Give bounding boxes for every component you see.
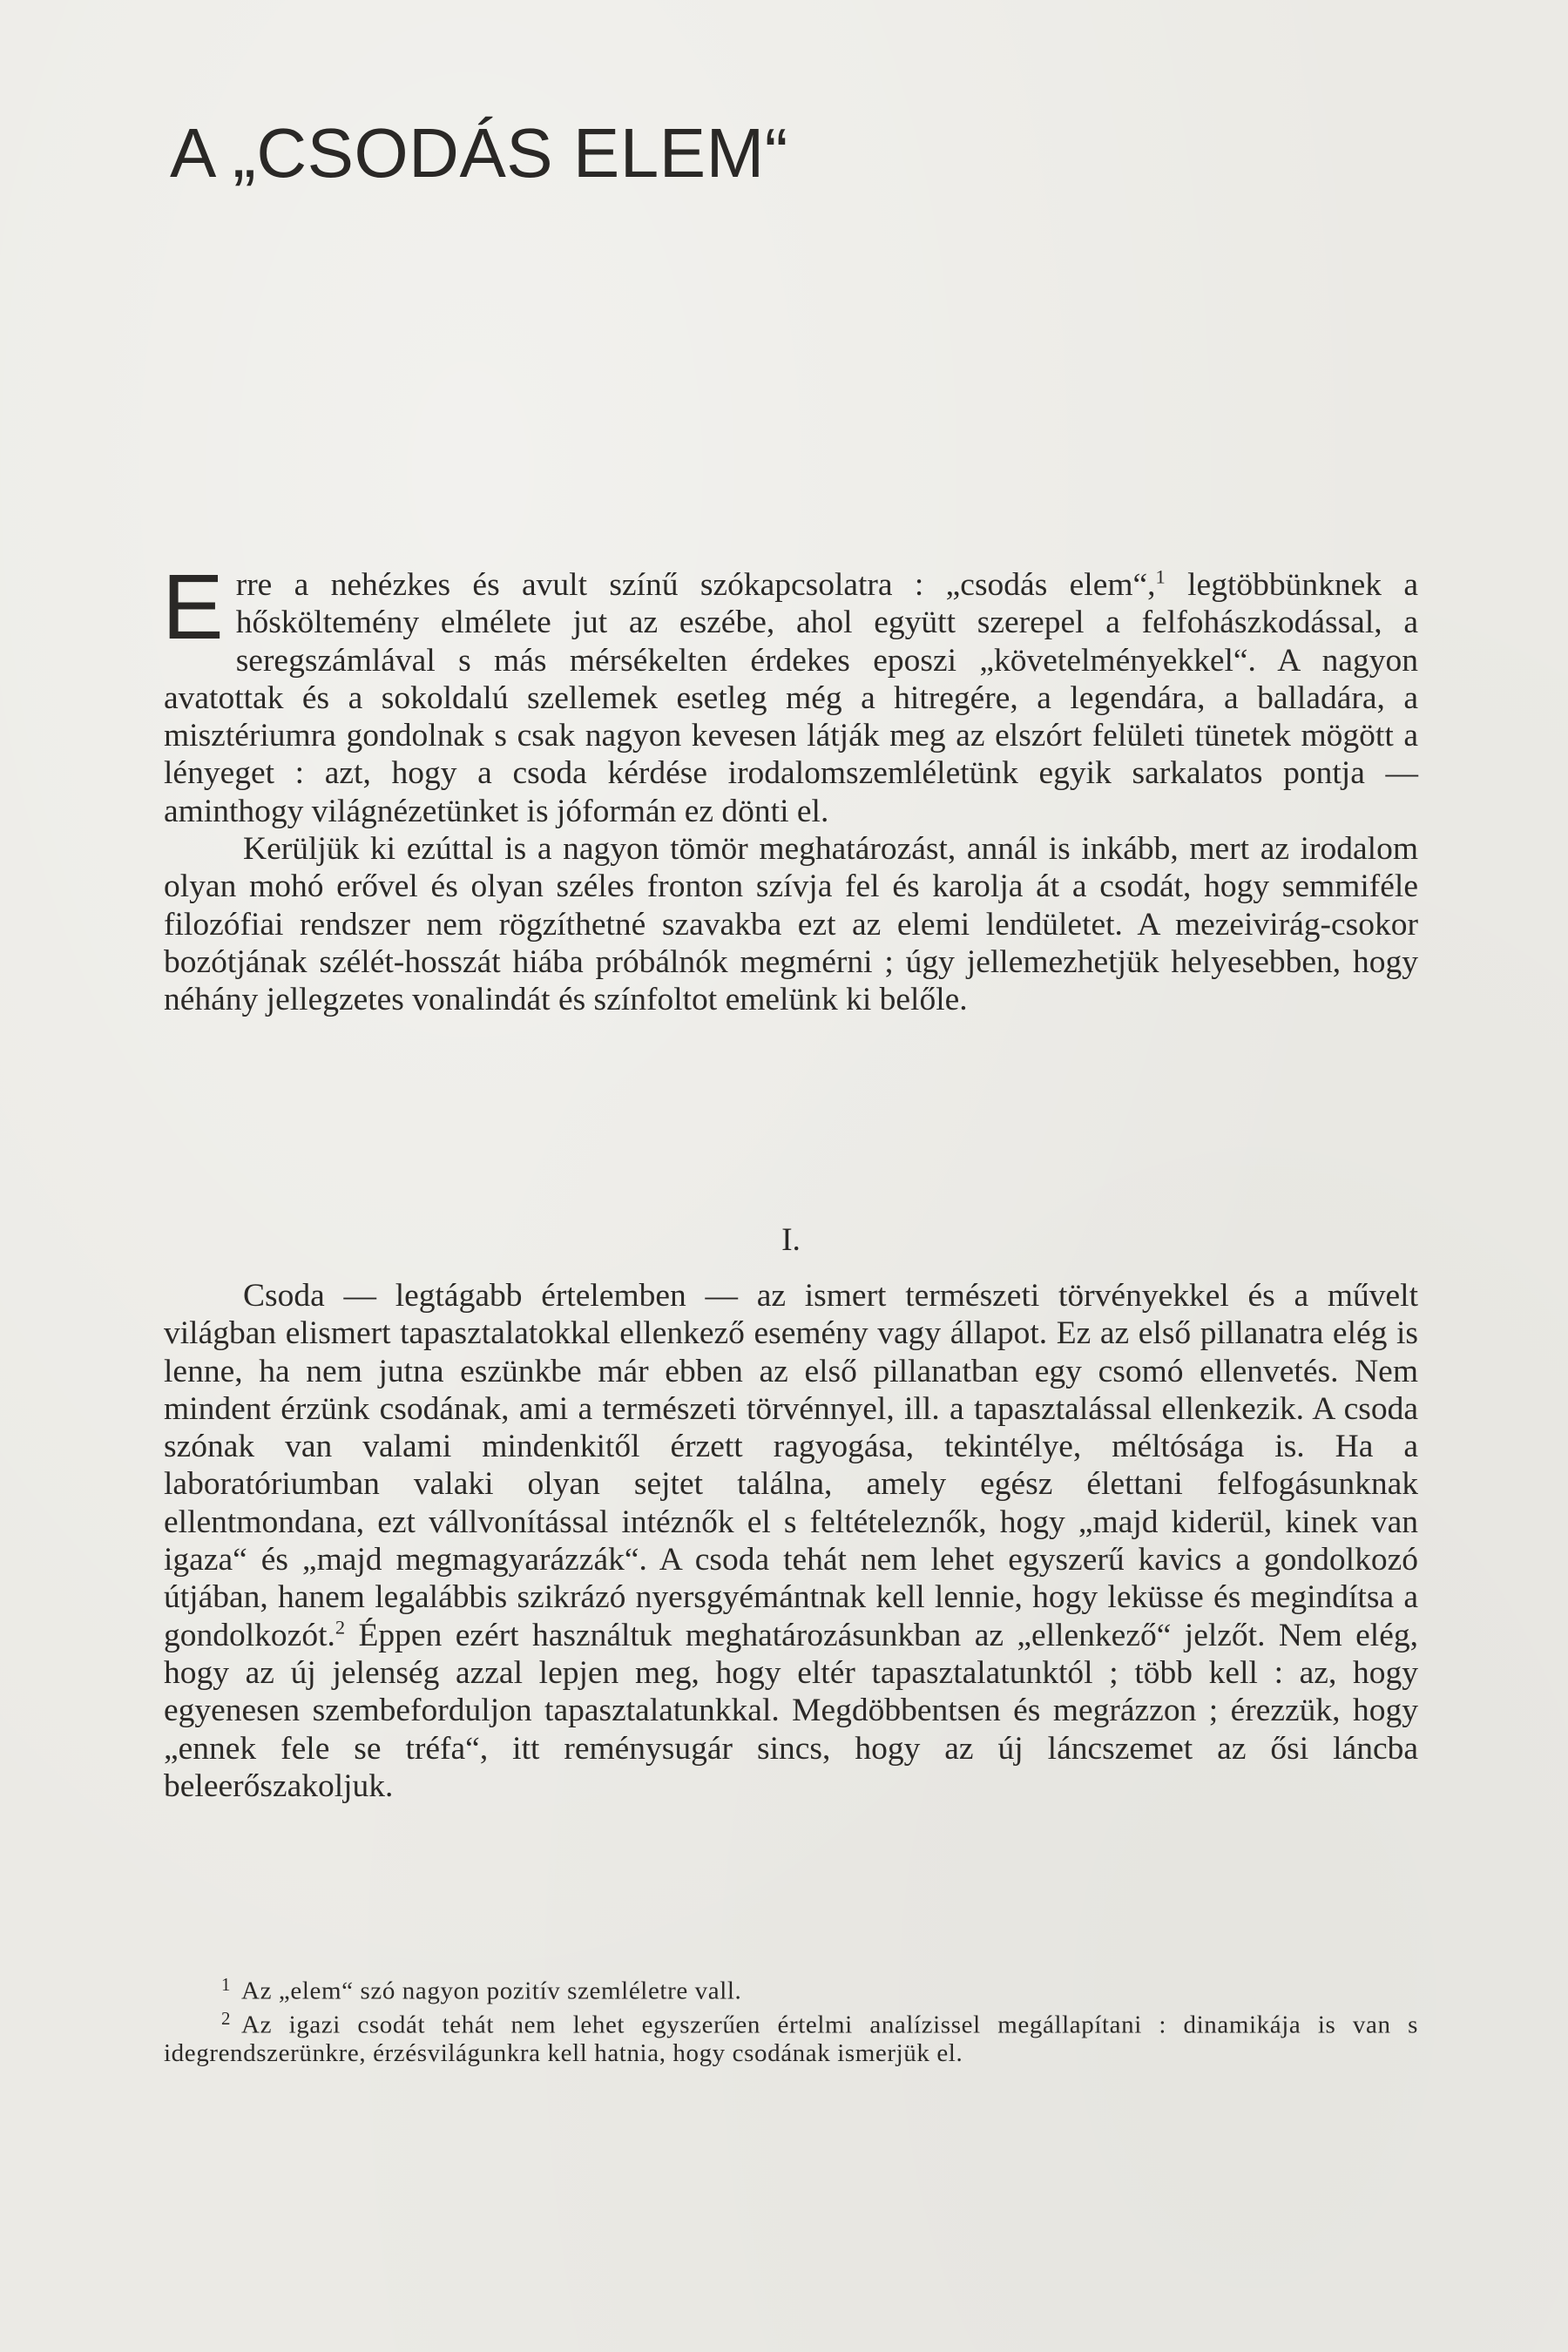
section-text-rest: Éppen ezért használtuk meghatározásunkban az „ellenkező“ jelzőt. Nem elég, hogy az új jelenség azzal lepjen meg, hogy eltér tapasztalatunktól ; több kell : az, hogy egyenesen szembeforduljon tapasztalatunkkal. Megdöbbentsen és megrázzon ; érezzük, hogy „ennek fele se tréfa“, itt reménysugár sincs, hogy az új láncszemet az ősi láncba beleerőszakoljuk. [164,1617,1418,1804]
section-text-block [164,1277,1418,1805]
footnote-2 [164,2004,1418,2066]
drop-cap: E [162,556,224,659]
section-heading: I. [781,1222,801,1258]
footnote-number: 1 [221,1974,232,1995]
footnote-ref-1: 1 [1155,565,1166,588]
footnote-ref-2: 2 [335,1616,346,1639]
footnote-number: 2 [221,2008,232,2030]
intro-paragraph-2: Kerüljük ki ezúttal is a nagyon tömör meghatározást, annál is inkább, mert az irodalom olyan mohó erővel és olyan széles fronton szívja fel és karolja át a csodát, hogy semmiféle filozófiai rendszer nem rögzíthetné szavakba ezt az elemi lendületet. A mezeivirág-csokor bozótjának szélét-hosszát hiába próbálnók megmérni ; úgy jellemezhetjük helyesebben, hogy néhány jellegzetes vonalindát és színfoltot emelünk ki belőle. [164,831,1418,1018]
section-text-start: Csoda — legtágabb értelemben — az ismert természeti törvényekkel és a művelt világban elismert tapasztalatokkal ellenkező esemény vagy állapot. Ez az első pillanatra elég is lenne, ha nem jutna eszünkbe már ebben az első pillanatban egy csomó ellenvetés. Nem mindent érzünk csodának, ami a természeti törvénnyel, ill. a tapasztalással ellenkezik. A csoda szónak van valami mindenkitől érzett ragyogása, tekintélye, méltósága is. Ha a laboratóriumban valaki olyan sejtet találna, amely egész élettani felfogásunknak ellentmondana, ezt vállvonítással intéznők el s feltételeznők, hogy „majd kiderül, kinek van igaza“ és „majd megmagyarázzák“. A csoda tehát nem lehet egyszerű kavics a gondolkozó útjában, hanem legalábbis szikrázó nyersgyémántnak kell lennie, hogy leküsse és megindítsa a gondolkozót. [164,1278,1418,1653]
chapter-title: A „CSODÁS ELEM“ [170,114,788,192]
intro-paragraph-1 [162,556,1418,830]
footnote-text: Az „elem“ szó nagyon pozitív szemléletre vall. [241,1977,742,2005]
intro-text-rest: legtöbbünknek a hősköltemény elmélete jut az eszébe, ahol együtt szerepel a felfohászkodással, a seregszámlával s más mérsékelten érdekes eposzi „követelményekkel“. A nagyon avatottak és a sokoldalú szellemek esetleg még a hitregére, a legendára, a balladára, a misztériumra gondolnak s csak nagyon kevesen látják meg az elszórt felületi tünetek mögött a lényeget : azt, hogy a csoda kérdése irodalomszemléletünk egyik sarkalatos pontja — aminthogy világnézetünket is jóformán ez dönti el. [164,567,1418,829]
section-paragraph [164,1277,1418,1805]
intro-text-start: rre a nehézkes és avult színű szókapcsolatra : „csodás elem“, [235,567,1156,603]
footnote-1 [164,1970,1418,2004]
footnotes [164,1970,1418,2067]
intro-text-block [162,556,1418,1019]
footnote-text: Az igazi csodát tehát nem lehet egyszerűen értelmi analízissel megállapítani : dinamikája is van s idegrendszerünkre, érzésvilágunkra kell hatnia, hogy csodának ismerjük el. [164,2011,1418,2067]
